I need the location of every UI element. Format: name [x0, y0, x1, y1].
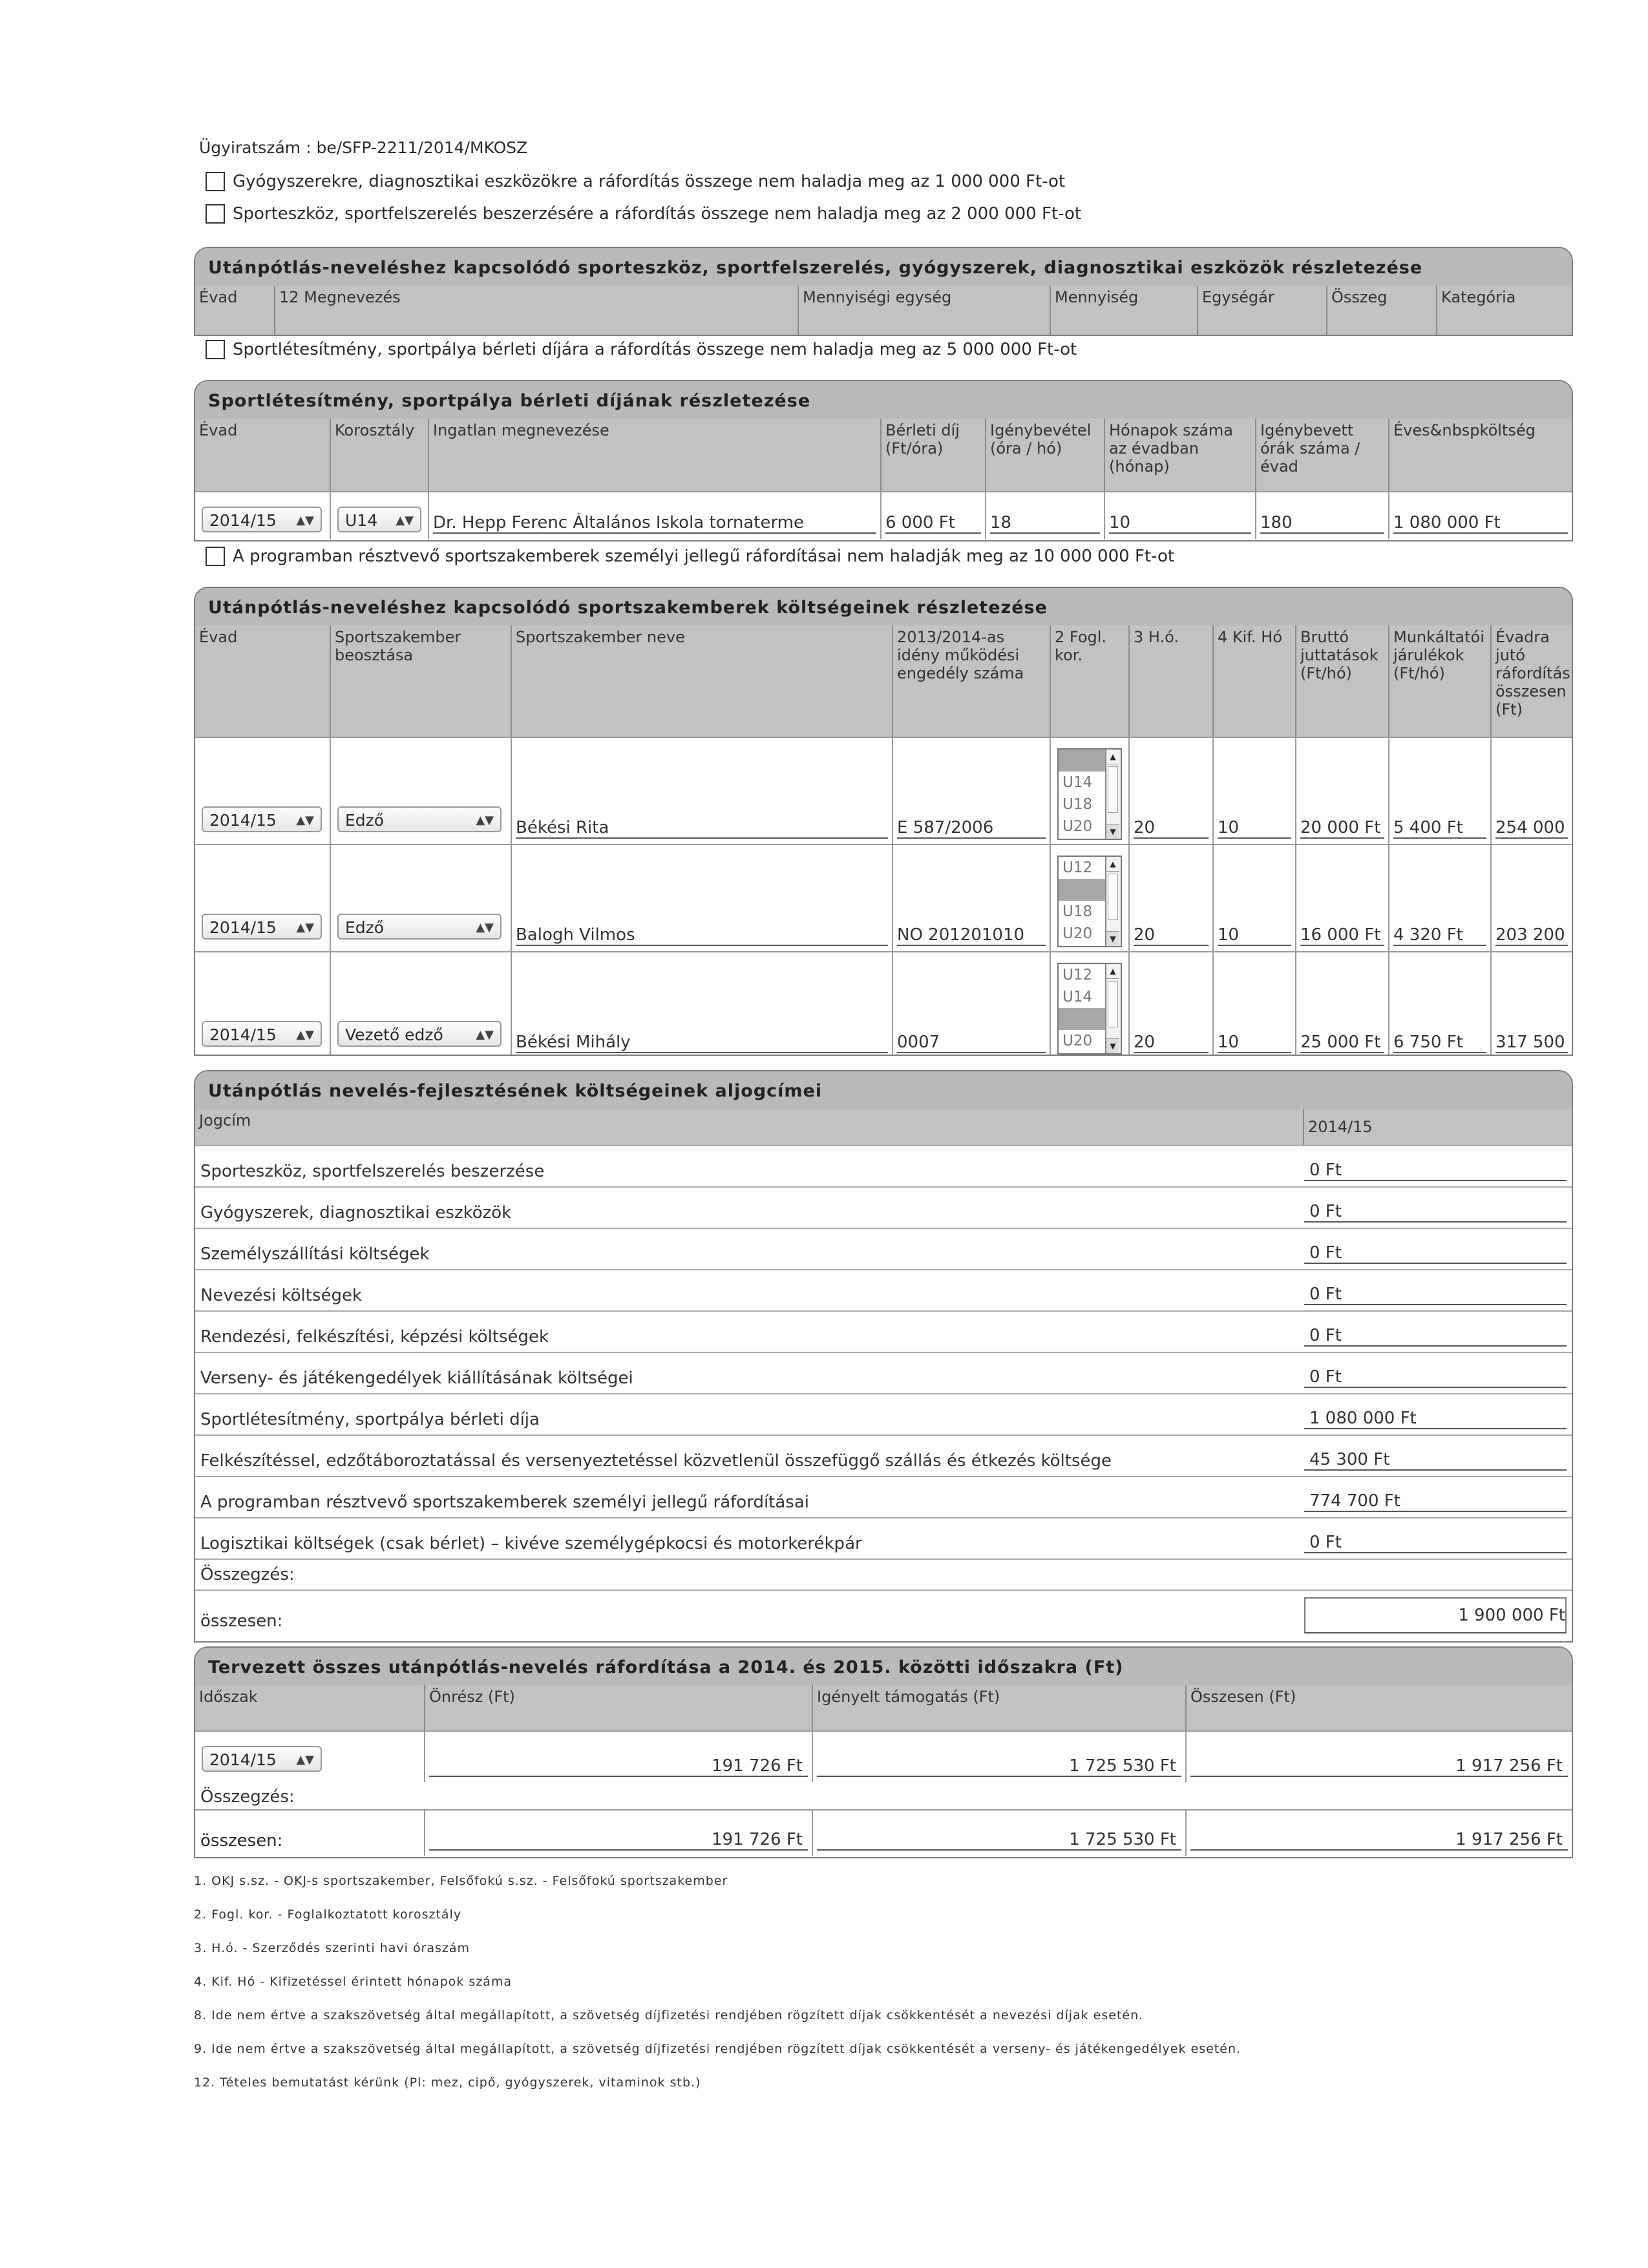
- cost-label: A programban résztvevő sportszakemberek személyi jellegű ráfordításai: [200, 1493, 810, 1512]
- col-fee: Bérleti díj (Ft/óra): [882, 419, 986, 491]
- checkbox-box[interactable]: [206, 340, 225, 359]
- total-grant-field[interactable]: 1 725 530 Ft: [817, 1830, 1181, 1851]
- total-label: összesen:: [200, 1831, 283, 1851]
- total-field[interactable]: 254 000: [1495, 818, 1568, 839]
- planned-title: Tervezett összes utánpótlás-nevelés ráfordítása a 2014. és 2015. közötti időszakra (Ft): [195, 1648, 1572, 1685]
- col-license: 2013/2014-as idény működési engedély száma: [893, 625, 1051, 737]
- scroll-thumb[interactable]: [1108, 981, 1118, 1027]
- total-field[interactable]: 317 500: [1495, 1033, 1568, 1053]
- cost-label: Nevezési költségek: [200, 1286, 363, 1305]
- updown-icon: ▲▼: [476, 814, 494, 827]
- cost-label: Rendezési, felkészítési, képzési költségek: [200, 1327, 549, 1347]
- cost-row: [195, 1517, 1572, 1559]
- checkbox-facility[interactable]: [206, 340, 1077, 359]
- scroll-up-icon[interactable]: ▲: [1106, 857, 1119, 872]
- updown-icon: ▲▼: [396, 514, 414, 527]
- facility-header: [195, 419, 1572, 491]
- col-category: Kategória: [1441, 288, 1516, 306]
- list-scrollbar[interactable]: [1105, 964, 1121, 1053]
- updown-icon: ▲▼: [476, 1028, 494, 1042]
- col-age: Korosztály: [331, 419, 429, 491]
- property-field[interactable]: Dr. Hepp Ferenc Általános Iskola tornaterme: [433, 513, 876, 534]
- contrib-field[interactable]: 6 750 Ft: [1393, 1033, 1486, 1053]
- contrib-field[interactable]: 4 320 Ft: [1393, 925, 1486, 946]
- staff-panel: [194, 587, 1573, 1056]
- usage-field[interactable]: 18: [990, 513, 1100, 534]
- col-monthly-hours: 3 H.ó.: [1130, 625, 1214, 737]
- planned-panel: [194, 1646, 1573, 1858]
- updown-icon: ▲▼: [296, 514, 314, 527]
- gross-field[interactable]: 16 000 Ft: [1300, 925, 1384, 946]
- col-title: Jogcím: [195, 1109, 1304, 1145]
- col-gross: Bruttó juttatások (Ft/hó): [1296, 625, 1389, 737]
- paid-months-field[interactable]: 10: [1218, 1033, 1291, 1053]
- col-own: Önrész (Ft): [425, 1685, 813, 1730]
- monthly-hours-field[interactable]: 20: [1134, 818, 1209, 839]
- cost-label: Logisztikai költségek (csak bérlet) – kivéve személygépkocsi és motorkerékpár: [200, 1534, 862, 1553]
- footnote: 8. Ide nem értve a szakszövetség által megállapított, a szövetség díjfizetési rendjében rögzített díjak csökkentését a nevezési díjak esetén.: [194, 2008, 1144, 2022]
- col-contrib: Munkáltatói járulékok (Ft/hó): [1389, 625, 1492, 737]
- scroll-thumb[interactable]: [1108, 874, 1118, 920]
- monthly-hours-field[interactable]: 20: [1134, 925, 1209, 946]
- col-name: 12 Megnevezés: [275, 286, 799, 335]
- fee-field[interactable]: 6 000 Ft: [885, 513, 981, 534]
- col-season: Évad: [195, 625, 331, 737]
- cost-value[interactable]: 1 080 000 Ft: [1304, 1409, 1567, 1429]
- footnote: 12. Tételes bemutatást kérünk (Pl: mez, cipő, gyógyszerek, vitaminok stb.): [194, 2075, 701, 2090]
- annual-field[interactable]: 1 080 000 Ft: [1393, 513, 1568, 534]
- age-group-list[interactable]: [1057, 963, 1122, 1055]
- total-value[interactable]: 1 900 000 Ft: [1304, 1597, 1567, 1633]
- col-staff-name: Sportszakember neve: [512, 625, 893, 737]
- footnote: 2. Fogl. kor. - Foglalkoztatott korosztály: [194, 1907, 462, 1922]
- col-period: Időszak: [195, 1685, 425, 1730]
- total-field[interactable]: 1 917 256 Ft: [1190, 1756, 1568, 1777]
- checkbox-equipment[interactable]: [206, 204, 1081, 224]
- staff-name-field[interactable]: Békési Mihály: [516, 1033, 888, 1053]
- cost-value[interactable]: 0 Ft: [1304, 1285, 1567, 1305]
- cost-row: [195, 1228, 1572, 1269]
- role-select[interactable]: Edző ▲▼: [337, 914, 502, 940]
- equipment-panel: [194, 247, 1573, 336]
- checkbox-label: Sporteszköz, sportfelszerelés beszerzésére a ráfordítás összege nem haladja meg az 2 000 000 Ft-ot: [233, 204, 1082, 224]
- facility-row: [195, 491, 1572, 539]
- own-field[interactable]: 191 726 Ft: [429, 1756, 808, 1777]
- col-months: Hónapok száma az évadban (hónap): [1105, 419, 1256, 491]
- checkbox-box[interactable]: [206, 547, 225, 566]
- updown-icon: ▲▼: [476, 921, 494, 934]
- cost-label: Sporteszköz, sportfelszerelés beszerzése: [200, 1162, 545, 1181]
- season-select[interactable]: 2014/15 ▲▼: [202, 806, 322, 832]
- updown-icon: ▲▼: [296, 1028, 314, 1042]
- cost-row: [195, 1476, 1572, 1517]
- planned-header: [195, 1685, 1572, 1730]
- checkbox-label: Gyógyszerekre, diagnosztikai eszközökre a ráfordítás összege nem haladja meg az 1 000 000 Ft-ot: [233, 172, 1066, 191]
- summary-label: Összegzés:: [200, 1787, 295, 1807]
- cost-row: [195, 1269, 1572, 1310]
- scroll-down-icon[interactable]: ▼: [1106, 824, 1119, 839]
- age-group-option[interactable]: U12: [1062, 967, 1093, 983]
- list-scrollbar[interactable]: [1105, 857, 1121, 946]
- cost-row: [195, 1352, 1572, 1393]
- subtitles-header: [195, 1109, 1572, 1145]
- col-season: Évad: [195, 419, 331, 491]
- cost-value[interactable]: 0 Ft: [1304, 1533, 1567, 1553]
- contrib-field[interactable]: 5 400 Ft: [1393, 818, 1486, 839]
- scroll-thumb[interactable]: [1108, 766, 1118, 813]
- col-unit: Mennyiségi egység: [799, 286, 1051, 335]
- cost-value[interactable]: 45 300 Ft: [1304, 1450, 1567, 1471]
- grant-field[interactable]: 1 725 530 Ft: [817, 1756, 1181, 1777]
- age-group-option[interactable]: U18: [1062, 903, 1093, 920]
- license-field[interactable]: E 587/2006: [897, 818, 1046, 839]
- cost-label: Személyszállítási költségek: [200, 1244, 430, 1264]
- license-field[interactable]: 0007: [897, 1033, 1046, 1053]
- cost-label: Sportlétesítmény, sportpálya bérleti díja: [200, 1410, 540, 1429]
- gross-field[interactable]: 20 000 Ft: [1300, 818, 1384, 839]
- cost-label: Gyógyszerek, diagnosztikai eszközök: [200, 1203, 512, 1223]
- equipment-title: Utánpótlás-neveléshez kapcsolódó sporteszköz, sportfelszerelés, gyógyszerek, diagnosztikai eszközök részletezése: [195, 248, 1572, 286]
- total-sum-field[interactable]: 1 917 256 Ft: [1190, 1830, 1568, 1851]
- season-select[interactable]: 2014/15 ▲▼: [202, 507, 322, 532]
- col-usage: Igénybevétel (óra / hó): [986, 419, 1105, 491]
- staff-row: [195, 844, 1572, 951]
- subtitles-title: Utánpótlás nevelés-fejlesztésének költségeinek aljogcímei: [195, 1071, 1572, 1109]
- planned-row: [195, 1730, 1572, 1782]
- role-select[interactable]: Edző ▲▼: [337, 806, 502, 832]
- col-unit-price: Egységár: [1198, 286, 1327, 335]
- col-total: Évadra jutó ráfordítás összesen (Ft): [1495, 628, 1570, 719]
- cost-row: [195, 1145, 1572, 1186]
- age-group-option[interactable]: U18: [1062, 796, 1093, 813]
- paid-months-field[interactable]: 10: [1218, 925, 1291, 946]
- col-season: 2014/15: [1308, 1118, 1373, 1136]
- scroll-down-icon[interactable]: ▼: [1106, 931, 1119, 946]
- staff-title: Utánpótlás-neveléshez kapcsolódó sportszakemberek költségeinek részletezése: [195, 588, 1572, 625]
- col-paid-months: 4 Kif. Hó: [1214, 625, 1296, 737]
- scroll-up-icon[interactable]: ▲: [1106, 964, 1119, 979]
- cost-value[interactable]: 0 Ft: [1304, 1202, 1567, 1223]
- scroll-down-icon[interactable]: ▼: [1106, 1038, 1119, 1053]
- col-annual: Éves&nbspköltség: [1393, 421, 1536, 439]
- scroll-up-icon[interactable]: ▲: [1106, 750, 1119, 764]
- summary-row: [195, 1559, 1572, 1590]
- checkbox-box[interactable]: [206, 172, 225, 191]
- footnote: 3. H.ó. - Szerződés szerinti havi óraszám: [194, 1941, 470, 1955]
- updown-icon: ▲▼: [296, 814, 314, 827]
- col-season: Évad: [195, 286, 275, 335]
- cost-value[interactable]: 774 700 Ft: [1304, 1491, 1567, 1512]
- list-scrollbar[interactable]: [1105, 750, 1121, 839]
- updown-icon: ▲▼: [296, 921, 314, 934]
- checkbox-label: A programban résztvevő sportszakemberek személyi jellegű ráfordításai nem haladják meg az 10 000 000 Ft-ot: [233, 547, 1175, 566]
- col-amount: Összeg: [1327, 286, 1437, 335]
- summary-label: Összegzés:: [200, 1565, 295, 1584]
- planned-summary-row: [195, 1782, 1572, 1809]
- total-row: [195, 1590, 1572, 1636]
- col-quantity: Mennyiség: [1051, 286, 1198, 335]
- season-select[interactable]: 2014/15 ▲▼: [202, 914, 322, 940]
- updown-icon: ▲▼: [296, 1753, 314, 1767]
- col-role: Sportszakember beosztása: [331, 625, 512, 737]
- equipment-header: [195, 286, 1572, 335]
- staff-name-field[interactable]: Békési Rita: [516, 818, 888, 839]
- months-field[interactable]: 10: [1109, 513, 1251, 534]
- facility-title: Sportlétesítmény, sportpálya bérleti díjának részletezése: [195, 381, 1572, 419]
- checkbox-box[interactable]: [206, 204, 225, 224]
- col-grant: Igényelt támogatás (Ft): [813, 1685, 1187, 1730]
- cost-value[interactable]: 0 Ft: [1304, 1160, 1567, 1181]
- footnote: 1. OKJ s.sz. - OKJ-s sportszakember, Felsőfokú s.sz. - Felsőfokú sportszakember: [194, 1874, 728, 1888]
- monthly-hours-field[interactable]: 20: [1134, 1033, 1209, 1053]
- col-total: Összesen (Ft): [1190, 1688, 1296, 1706]
- footnote: 4. Kif. Hó - Kifizetéssel érintett hónapok száma: [194, 1975, 512, 1989]
- gross-field[interactable]: 25 000 Ft: [1300, 1033, 1384, 1053]
- total-label: összesen:: [200, 1612, 283, 1631]
- age-group-option[interactable]: U20: [1062, 818, 1093, 835]
- total-field[interactable]: 203 200: [1495, 925, 1568, 946]
- period-select[interactable]: 2014/15 ▲▼: [202, 1746, 322, 1772]
- col-property: Ingatlan megnevezése: [429, 419, 882, 491]
- col-age-group: 2 Fogl. kor.: [1051, 625, 1130, 737]
- planned-total-row: [195, 1809, 1572, 1856]
- total-own-field[interactable]: 191 726 Ft: [429, 1830, 808, 1851]
- cost-row: [195, 1434, 1572, 1476]
- staff-header: [195, 625, 1572, 737]
- facility-panel: [194, 380, 1573, 541]
- staff-row: [195, 951, 1572, 1056]
- age-group-list[interactable]: [1057, 748, 1122, 840]
- age-select[interactable]: U14 ▲▼: [337, 507, 421, 532]
- checkbox-medicine[interactable]: [206, 172, 1065, 191]
- checkbox-label: Sportlétesítmény, sportpálya bérleti díjára a ráfordítás összege nem haladja meg az 5 000 000 Ft-ot: [233, 340, 1077, 359]
- cost-row: [195, 1186, 1572, 1228]
- cost-value[interactable]: 0 Ft: [1304, 1326, 1567, 1347]
- staff-row: [195, 737, 1572, 844]
- hours-field[interactable]: 180: [1260, 513, 1384, 534]
- season-select[interactable]: 2014/15 ▲▼: [202, 1021, 322, 1047]
- cost-label: Verseny- és játékengedélyek kiállításának költségei: [200, 1369, 633, 1388]
- subtitles-panel: [194, 1070, 1573, 1643]
- footnote: 9. Ide nem értve a szakszövetség által megállapított, a szövetség díjfizetési rendjében rögzített díjak csökkentését a verseny- és játékengedélyek esetén.: [194, 2042, 1241, 2056]
- license-field[interactable]: NO 201201010: [897, 925, 1046, 946]
- checkbox-staff[interactable]: [206, 547, 1174, 566]
- cost-row: [195, 1393, 1572, 1434]
- cost-row: [195, 1310, 1572, 1352]
- age-group-option[interactable]: U12: [1062, 859, 1093, 876]
- age-group-option[interactable]: U20: [1062, 1033, 1093, 1049]
- age-group-option[interactable]: U14: [1062, 774, 1093, 791]
- cost-label: Felkészítéssel, edzőtáboroztatással és versenyeztetéssel közvetlenül összefüggő szállás és étkezés költsége: [200, 1451, 1112, 1471]
- age-group-list[interactable]: [1057, 856, 1122, 947]
- age-group-option[interactable]: U20: [1062, 925, 1093, 942]
- col-hours: Igénybevett órák száma / évad: [1256, 419, 1389, 491]
- cost-value[interactable]: 0 Ft: [1304, 1367, 1567, 1388]
- case-number: Ügyiratszám : be/SFP-2211/2014/MKOSZ: [199, 138, 528, 157]
- staff-name-field[interactable]: Balogh Vilmos: [516, 925, 888, 946]
- role-select[interactable]: Vezető edző ▲▼: [337, 1021, 502, 1047]
- paid-months-field[interactable]: 10: [1218, 818, 1291, 839]
- cost-value[interactable]: 0 Ft: [1304, 1243, 1567, 1264]
- age-group-option[interactable]: U14: [1062, 989, 1093, 1005]
